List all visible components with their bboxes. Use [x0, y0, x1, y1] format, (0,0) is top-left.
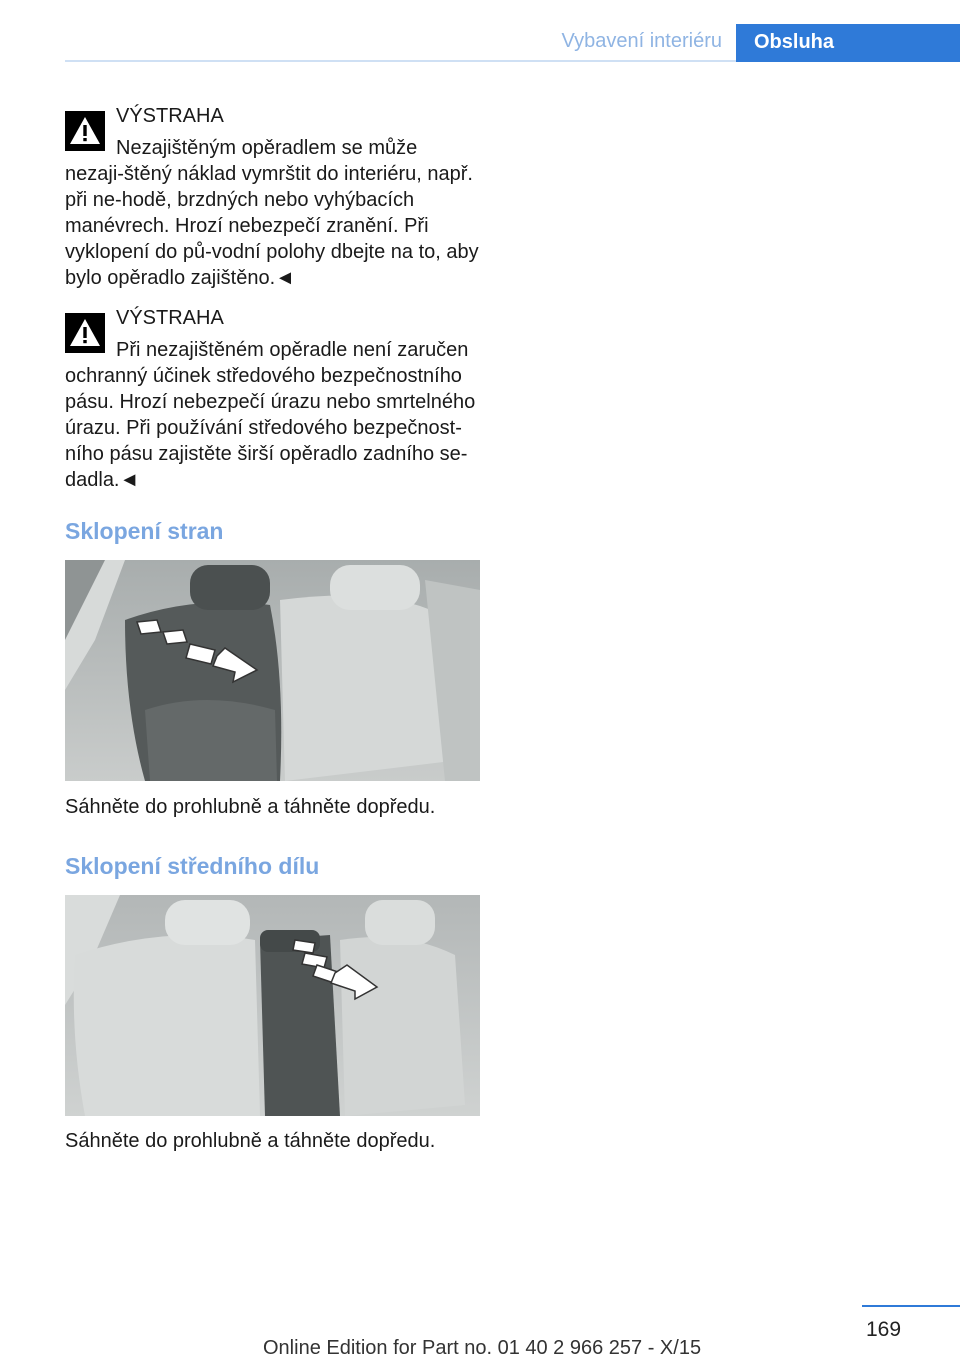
section-heading-side: Sklopení stran — [65, 518, 224, 544]
warning-block-1 — [65, 103, 480, 291]
section-heading-middle: Sklopení středního dílu — [65, 853, 320, 879]
header-chapter-tab: Obsluha — [736, 24, 960, 62]
figure-middle-section-fold — [65, 895, 480, 1116]
warning-icon — [65, 111, 105, 151]
warning-title: VÝSTRAHA — [116, 105, 224, 127]
warning-block-2 — [65, 305, 480, 493]
edition-watermark: Online Edition for Part no. 01 40 2 966 257 - X/15 — [263, 1337, 702, 1359]
header-section-title: Vybavení interiéru — [561, 30, 722, 52]
figure-caption-side: Sáhněte do prohlubně a táhněte dopředu. — [65, 796, 436, 818]
page-number: 169 — [866, 1318, 902, 1341]
warning-text: Nezajištěným opěradlem se může nezaji-štěný náklad vymrštit do interiéru, např. při ne-hodě, brzdných nebo vyhýbacích manévrech. Hrozí nebezpečí zranění. Při vyklopení do pů-vodní polohy dbejte na to, aby bylo opěradlo zajištěno.◄ — [65, 137, 479, 289]
warning-icon — [65, 313, 105, 353]
footer-rule — [862, 1305, 960, 1307]
figure-caption-middle: Sáhněte do prohlubně a táhněte dopředu. — [65, 1130, 436, 1152]
figure-side-backrest-fold — [65, 560, 480, 781]
warning-title: VÝSTRAHA — [116, 307, 224, 329]
warning-text: Při nezajištěném opěradle není zaručen ochranný účinek středového bezpečnostního pásu. Hrozí nebezpečí úrazu nebo smrtelného úrazu. Při používání středového bezpečnost-ního pásu zajistěte širší opěradlo zadního se-dadla.◄ — [65, 339, 476, 491]
